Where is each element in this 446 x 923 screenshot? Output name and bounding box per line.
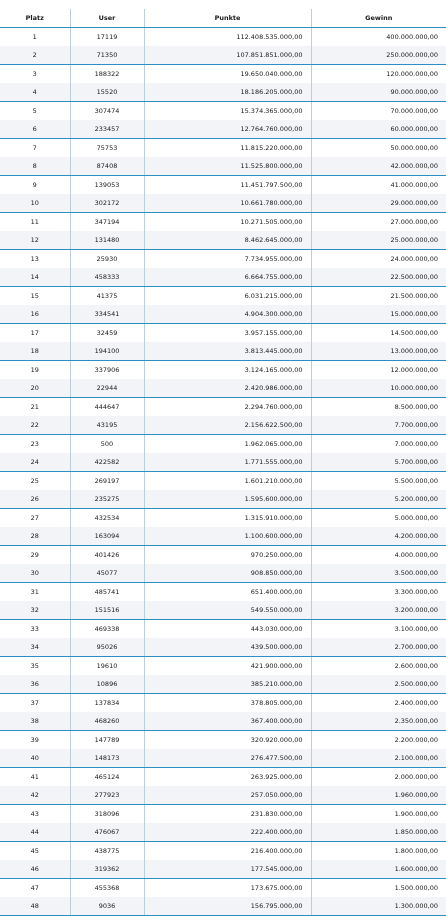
- table-row: [0, 490, 446, 509]
- cell-punkte: 222.400.000,00: [144, 823, 311, 842]
- cell-user[interactable]: 337906: [70, 361, 144, 380]
- cell-user[interactable]: 87408: [70, 157, 144, 176]
- cell-gewinn: 2.350.000,00: [311, 712, 446, 731]
- cell-punkte: 10.661.780.000,00: [144, 194, 311, 213]
- cell-user[interactable]: 147789: [70, 731, 144, 750]
- cell-gewinn: 8.500.000,00: [311, 398, 446, 417]
- cell-user[interactable]: 500: [70, 435, 144, 454]
- cell-punkte: 18.186.205.000,00: [144, 83, 311, 102]
- table-row: [0, 712, 446, 731]
- cell-platz: 26: [0, 490, 70, 509]
- cell-user[interactable]: 15520: [70, 83, 144, 102]
- cell-punkte: 276.477.500,00: [144, 749, 311, 768]
- cell-gewinn: 24.000.000,00: [311, 250, 446, 269]
- cell-user[interactable]: 151516: [70, 601, 144, 620]
- cell-punkte: 10.271.505.000,00: [144, 213, 311, 232]
- cell-platz: 3: [0, 65, 70, 84]
- table-row: [0, 398, 446, 417]
- table-row: [0, 268, 446, 287]
- cell-gewinn: 12.000.000,00: [311, 361, 446, 380]
- cell-user[interactable]: 307474: [70, 102, 144, 121]
- table-row: [0, 342, 446, 361]
- cell-user[interactable]: 131480: [70, 231, 144, 250]
- cell-platz: 7: [0, 139, 70, 158]
- table-row: [0, 324, 446, 343]
- cell-platz: 23: [0, 435, 70, 454]
- cell-platz: 30: [0, 564, 70, 583]
- cell-platz: 42: [0, 786, 70, 805]
- cell-platz: 8: [0, 157, 70, 176]
- cell-platz: 17: [0, 324, 70, 343]
- cell-platz: 38: [0, 712, 70, 731]
- cell-platz: 15: [0, 287, 70, 306]
- cell-user[interactable]: 401426: [70, 546, 144, 565]
- column-header-platz[interactable]: Platz: [0, 9, 70, 28]
- cell-user[interactable]: 455368: [70, 879, 144, 898]
- cell-gewinn: 7.000.000,00: [311, 435, 446, 454]
- table-row: [0, 102, 446, 121]
- cell-user[interactable]: 347194: [70, 213, 144, 232]
- cell-user[interactable]: 469338: [70, 620, 144, 639]
- table-row: [0, 694, 446, 713]
- cell-gewinn: 3.100.000,00: [311, 620, 446, 639]
- cell-user[interactable]: 45077: [70, 564, 144, 583]
- cell-gewinn: 2.400.000,00: [311, 694, 446, 713]
- table-row: [0, 860, 446, 879]
- cell-platz: 29: [0, 546, 70, 565]
- cell-gewinn: 2.200.000,00: [311, 731, 446, 750]
- table-row: [0, 176, 446, 195]
- table-row: [0, 546, 446, 565]
- cell-user[interactable]: 485741: [70, 583, 144, 602]
- cell-punkte: 1.315.910.000,00: [144, 509, 311, 528]
- cell-user[interactable]: 41375: [70, 287, 144, 306]
- cell-user[interactable]: 43195: [70, 416, 144, 435]
- table-row: [0, 83, 446, 102]
- cell-user[interactable]: 95026: [70, 638, 144, 657]
- cell-punkte: 11.815.220.000,00: [144, 139, 311, 158]
- cell-platz: 25: [0, 472, 70, 491]
- table-row: [0, 731, 446, 750]
- cell-gewinn: 2.700.000,00: [311, 638, 446, 657]
- cell-user[interactable]: 25930: [70, 250, 144, 269]
- cell-platz: 11: [0, 213, 70, 232]
- cell-punkte: 2.420.986.000,00: [144, 379, 311, 398]
- cell-punkte: 3.957.155.000,00: [144, 324, 311, 343]
- cell-punkte: 549.550.000,00: [144, 601, 311, 620]
- cell-punkte: 908.850.000,00: [144, 564, 311, 583]
- cell-user[interactable]: 233457: [70, 120, 144, 139]
- cell-gewinn: 1.300.000,00: [311, 897, 446, 916]
- cell-platz: 24: [0, 453, 70, 472]
- table-row: [0, 601, 446, 620]
- cell-gewinn: 2.600.000,00: [311, 657, 446, 676]
- cell-gewinn: 25.000.000,00: [311, 231, 446, 250]
- cell-gewinn: 1.900.000,00: [311, 805, 446, 824]
- cell-punkte: 2.156.622.500,00: [144, 416, 311, 435]
- cell-platz: 45: [0, 842, 70, 861]
- cell-punkte: 320.920.000,00: [144, 731, 311, 750]
- cell-platz: 47: [0, 879, 70, 898]
- table-row: [0, 657, 446, 676]
- cell-user[interactable]: 194100: [70, 342, 144, 361]
- cell-punkte: 1.771.555.000,00: [144, 453, 311, 472]
- cell-platz: 18: [0, 342, 70, 361]
- cell-platz: 34: [0, 638, 70, 657]
- cell-gewinn: 4.200.000,00: [311, 527, 446, 546]
- cell-punkte: 7.734.955.000,00: [144, 250, 311, 269]
- table-row: [0, 786, 446, 805]
- cell-platz: 28: [0, 527, 70, 546]
- cell-user[interactable]: 75753: [70, 139, 144, 158]
- column-header-gewinn[interactable]: Gewinn: [311, 9, 446, 28]
- cell-gewinn: 2.000.000,00: [311, 768, 446, 787]
- cell-user[interactable]: 277923: [70, 786, 144, 805]
- cell-gewinn: 41.000.000,00: [311, 176, 446, 195]
- cell-platz: 14: [0, 268, 70, 287]
- cell-user[interactable]: 188322: [70, 65, 144, 84]
- cell-gewinn: 15.000.000,00: [311, 305, 446, 324]
- cell-punkte: 378.805.000,00: [144, 694, 311, 713]
- column-header-user[interactable]: User: [70, 9, 144, 28]
- table-row: [0, 638, 446, 657]
- table-row: [0, 379, 446, 398]
- cell-punkte: 367.400.000,00: [144, 712, 311, 731]
- cell-punkte: 257.050.000,00: [144, 786, 311, 805]
- cell-user[interactable]: 9036: [70, 897, 144, 916]
- cell-punkte: 385.210.000,00: [144, 675, 311, 694]
- cell-punkte: 112.408.535.000,00: [144, 28, 311, 47]
- table-row: [0, 194, 446, 213]
- cell-platz: 16: [0, 305, 70, 324]
- cell-gewinn: 5.700.000,00: [311, 453, 446, 472]
- cell-gewinn: 7.700.000,00: [311, 416, 446, 435]
- table-row: [0, 583, 446, 602]
- cell-punkte: 216.400.000,00: [144, 842, 311, 861]
- cell-punkte: 3.124.165.000,00: [144, 361, 311, 380]
- cell-platz: 46: [0, 860, 70, 879]
- cell-gewinn: 400.000.000,00: [311, 28, 446, 47]
- cell-gewinn: 1.600.000,00: [311, 860, 446, 879]
- cell-gewinn: 3.500.000,00: [311, 564, 446, 583]
- table-row: [0, 453, 446, 472]
- cell-user[interactable]: 319362: [70, 860, 144, 879]
- cell-platz: 40: [0, 749, 70, 768]
- cell-gewinn: 21.500.000,00: [311, 287, 446, 306]
- cell-platz: 4: [0, 83, 70, 102]
- cell-user[interactable]: 334541: [70, 305, 144, 324]
- table-row: [0, 305, 446, 324]
- table-row: [0, 897, 446, 916]
- cell-punkte: 1.595.600.000,00: [144, 490, 311, 509]
- ranking-table: [0, 9, 446, 916]
- cell-punkte: 1.601.210.000,00: [144, 472, 311, 491]
- cell-user[interactable]: 19610: [70, 657, 144, 676]
- cell-user[interactable]: 422582: [70, 453, 144, 472]
- cell-gewinn: 3.200.000,00: [311, 601, 446, 620]
- cell-punkte: 6.031.215.000,00: [144, 287, 311, 306]
- cell-punkte: 156.795.000,00: [144, 897, 311, 916]
- cell-punkte: 421.900.000,00: [144, 657, 311, 676]
- table-body: [0, 28, 446, 916]
- cell-gewinn: 13.000.000,00: [311, 342, 446, 361]
- cell-punkte: 1.962.065.000,00: [144, 435, 311, 454]
- cell-user[interactable]: 458333: [70, 268, 144, 287]
- table-row: [0, 28, 446, 47]
- cell-punkte: 19.650.040.000,00: [144, 65, 311, 84]
- cell-punkte: 11.525.800.000,00: [144, 157, 311, 176]
- cell-platz: 6: [0, 120, 70, 139]
- cell-platz: 43: [0, 805, 70, 824]
- cell-user[interactable]: 444647: [70, 398, 144, 417]
- cell-gewinn: 250.000.000,00: [311, 46, 446, 65]
- cell-gewinn: 1.800.000,00: [311, 842, 446, 861]
- table-row: [0, 287, 446, 306]
- cell-punkte: 4.904.300.000,00: [144, 305, 311, 324]
- cell-user[interactable]: 302172: [70, 194, 144, 213]
- cell-punkte: 8.462.645.000,00: [144, 231, 311, 250]
- cell-gewinn: 2.500.000,00: [311, 675, 446, 694]
- cell-platz: 37: [0, 694, 70, 713]
- cell-user[interactable]: 432534: [70, 509, 144, 528]
- cell-gewinn: 27.000.000,00: [311, 213, 446, 232]
- cell-punkte: 15.374.365.000,00: [144, 102, 311, 121]
- cell-platz: 48: [0, 897, 70, 916]
- cell-platz: 19: [0, 361, 70, 380]
- cell-gewinn: 22.500.000,00: [311, 268, 446, 287]
- table-header: [0, 9, 446, 28]
- cell-punkte: 970.250.000,00: [144, 546, 311, 565]
- cell-gewinn: 70.000.000,00: [311, 102, 446, 121]
- table-row: [0, 823, 446, 842]
- cell-user[interactable]: 32459: [70, 324, 144, 343]
- cell-platz: 41: [0, 768, 70, 787]
- table-row: [0, 231, 446, 250]
- cell-gewinn: 5.500.000,00: [311, 472, 446, 491]
- cell-gewinn: 4.000.000,00: [311, 546, 446, 565]
- cell-platz: 39: [0, 731, 70, 750]
- cell-user[interactable]: 148173: [70, 749, 144, 768]
- cell-punkte: 3.813.445.000,00: [144, 342, 311, 361]
- cell-platz: 33: [0, 620, 70, 639]
- cell-punkte: 12.764.760.000,00: [144, 120, 311, 139]
- cell-gewinn: 120.000.000,00: [311, 65, 446, 84]
- table-row: [0, 509, 446, 528]
- cell-punkte: 231.830.000,00: [144, 805, 311, 824]
- table-row: [0, 65, 446, 84]
- table-row: [0, 435, 446, 454]
- table-row: [0, 527, 446, 546]
- table-row: [0, 416, 446, 435]
- cell-platz: 5: [0, 102, 70, 121]
- table-row: [0, 157, 446, 176]
- cell-platz: 27: [0, 509, 70, 528]
- cell-user[interactable]: 318096: [70, 805, 144, 824]
- cell-platz: 12: [0, 231, 70, 250]
- header-row: [0, 9, 446, 28]
- cell-platz: 31: [0, 583, 70, 602]
- table-row: [0, 768, 446, 787]
- cell-user[interactable]: 235275: [70, 490, 144, 509]
- cell-gewinn: 1.960.000,00: [311, 786, 446, 805]
- cell-punkte: 173.675.000,00: [144, 879, 311, 898]
- cell-gewinn: 5.200.000,00: [311, 490, 446, 509]
- cell-gewinn: 2.100.000,00: [311, 749, 446, 768]
- table-row: [0, 805, 446, 824]
- cell-platz: 36: [0, 675, 70, 694]
- column-header-punkte[interactable]: Punkte: [144, 9, 311, 28]
- cell-punkte: 6.664.755.000,00: [144, 268, 311, 287]
- table-row: [0, 213, 446, 232]
- table-row: [0, 842, 446, 861]
- cell-user[interactable]: 465124: [70, 768, 144, 787]
- cell-user[interactable]: 17119: [70, 28, 144, 47]
- table-row: [0, 120, 446, 139]
- cell-gewinn: 1.500.000,00: [311, 879, 446, 898]
- cell-punkte: 177.545.000,00: [144, 860, 311, 879]
- cell-user[interactable]: 137834: [70, 694, 144, 713]
- cell-gewinn: 10.000.000,00: [311, 379, 446, 398]
- cell-platz: 1: [0, 28, 70, 47]
- cell-gewinn: 1.850.000,00: [311, 823, 446, 842]
- cell-user[interactable]: 71350: [70, 46, 144, 65]
- cell-punkte: 443.030.000,00: [144, 620, 311, 639]
- table-row: [0, 139, 446, 158]
- cell-user[interactable]: 269197: [70, 472, 144, 491]
- cell-platz: 10: [0, 194, 70, 213]
- cell-platz: 2: [0, 46, 70, 65]
- cell-gewinn: 60.000.000,00: [311, 120, 446, 139]
- cell-punkte: 439.500.000,00: [144, 638, 311, 657]
- table-row: [0, 620, 446, 639]
- cell-user[interactable]: 10896: [70, 675, 144, 694]
- table-row: [0, 675, 446, 694]
- cell-punkte: 263.925.000,00: [144, 768, 311, 787]
- cell-gewinn: 90.000.000,00: [311, 83, 446, 102]
- table-row: [0, 250, 446, 269]
- table-row: [0, 749, 446, 768]
- cell-platz: 44: [0, 823, 70, 842]
- cell-platz: 13: [0, 250, 70, 269]
- cell-user[interactable]: 163094: [70, 527, 144, 546]
- cell-gewinn: 42.000.000,00: [311, 157, 446, 176]
- cell-gewinn: 5.000.000,00: [311, 509, 446, 528]
- cell-punkte: 651.400.000,00: [144, 583, 311, 602]
- cell-gewinn: 29.000.000,00: [311, 194, 446, 213]
- table-row: [0, 564, 446, 583]
- table-row: [0, 472, 446, 491]
- cell-punkte: 2.294.760.000,00: [144, 398, 311, 417]
- cell-gewinn: 50.000.000,00: [311, 139, 446, 158]
- cell-platz: 22: [0, 416, 70, 435]
- cell-punkte: 11.451.797.500,00: [144, 176, 311, 195]
- cell-user[interactable]: 438775: [70, 842, 144, 861]
- cell-user[interactable]: 139053: [70, 176, 144, 195]
- cell-punkte: 1.100.600.000,00: [144, 527, 311, 546]
- cell-platz: 20: [0, 379, 70, 398]
- cell-platz: 32: [0, 601, 70, 620]
- table-row: [0, 879, 446, 898]
- table-row: [0, 361, 446, 380]
- table-row: [0, 46, 446, 65]
- cell-gewinn: 3.300.000,00: [311, 583, 446, 602]
- cell-punkte: 107.851.851.000,00: [144, 46, 311, 65]
- cell-platz: 21: [0, 398, 70, 417]
- cell-user[interactable]: 22944: [70, 379, 144, 398]
- cell-platz: 35: [0, 657, 70, 676]
- cell-platz: 9: [0, 176, 70, 195]
- cell-user[interactable]: 476067: [70, 823, 144, 842]
- cell-user[interactable]: 468260: [70, 712, 144, 731]
- cell-gewinn: 14.500.000,00: [311, 324, 446, 343]
